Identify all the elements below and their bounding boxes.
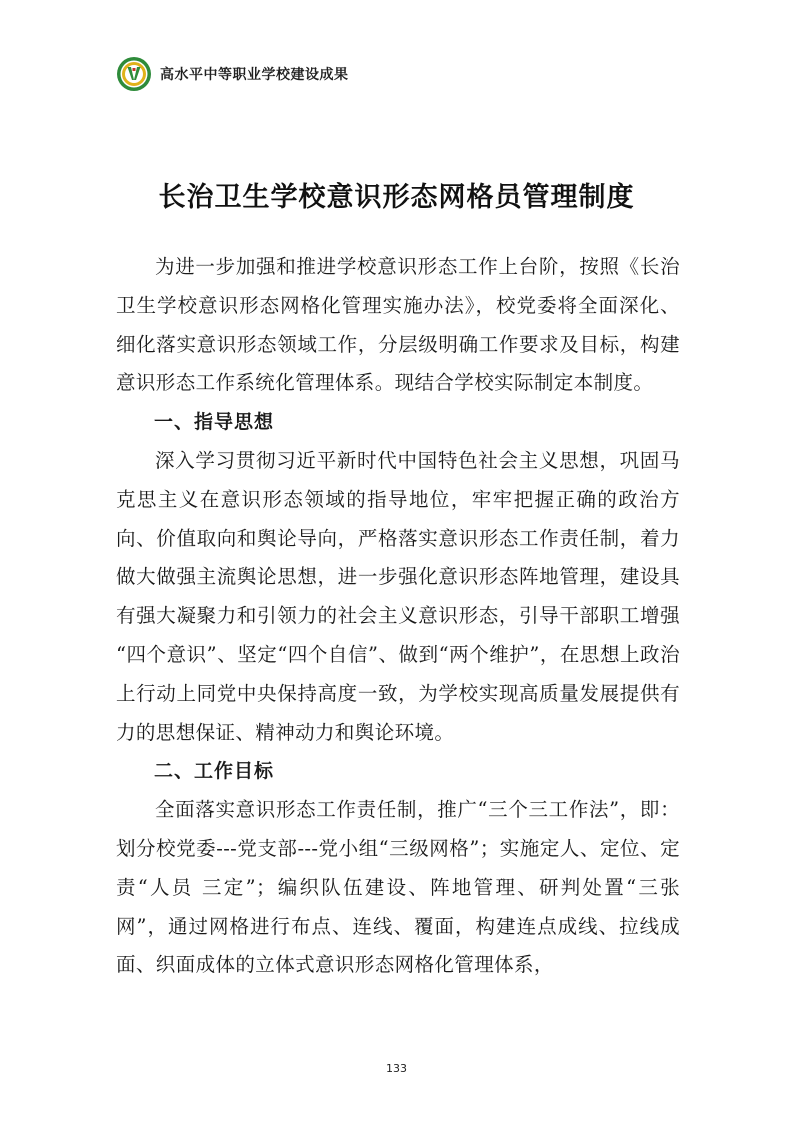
header-title: 高水平中等职业学校建设成果 <box>160 67 349 83</box>
work-goals-paragraph: 全面落实意识形态工作责任制，推广“三个三工作法”，即：划分校党委---党支部---党小组“三级网格”；实施定人、定位、定责“人员 三定”；编织队伍建设、阵地管理、研判处置“三张网”，通过网格进行布点、连线、覆面，构建连点成线、拉线成面、织面成体的立体式意识形态网格化管理体系， <box>116 798 680 977</box>
guiding-ideology-paragraph: 深入学习贯彻习近平新时代中国特色社会主义思想，巩固马克思主义在意识形态领域的指导地位，牢牢把握正确的政治方向、价值取向和舆论导向，严格落实意识形态工作责任制，着力做大做强主流舆论思想，进一步强化意识形态阵地管理，建设具有强大凝聚力和引领力的社会主义意识形态，引导干部职工增强 “四个意识”、坚定“四个自信”、做到“两个维护”，在思想上政治上行动上同党中央保持高度一致，为学校实现高质量发展提供有力的思想保证、精神动力和舆论环境。 <box>116 448 680 744</box>
document-title: 长治卫生学校意识形态网格员管理制度 <box>158 182 635 213</box>
section-heading-work-goals: 二、工作目标 <box>154 760 275 783</box>
document-body <box>116 248 680 985</box>
school-emblem-icon <box>116 56 152 92</box>
section-heading-guiding-ideology: 一、指导思想 <box>154 411 275 434</box>
page-number: 133 <box>386 1062 407 1075</box>
intro-paragraph: 为进一步加强和推进学校意识形态工作上台阶，按照《长治卫生学校意识形态网格化管理实施办法》，校党委将全面深化、细化落实意识形态领域工作，分层级明确工作要求及目标，构建意识形态工作系统化管理体系。现结合学校实际制定本制度。 <box>116 255 680 395</box>
page-header <box>116 54 349 94</box>
